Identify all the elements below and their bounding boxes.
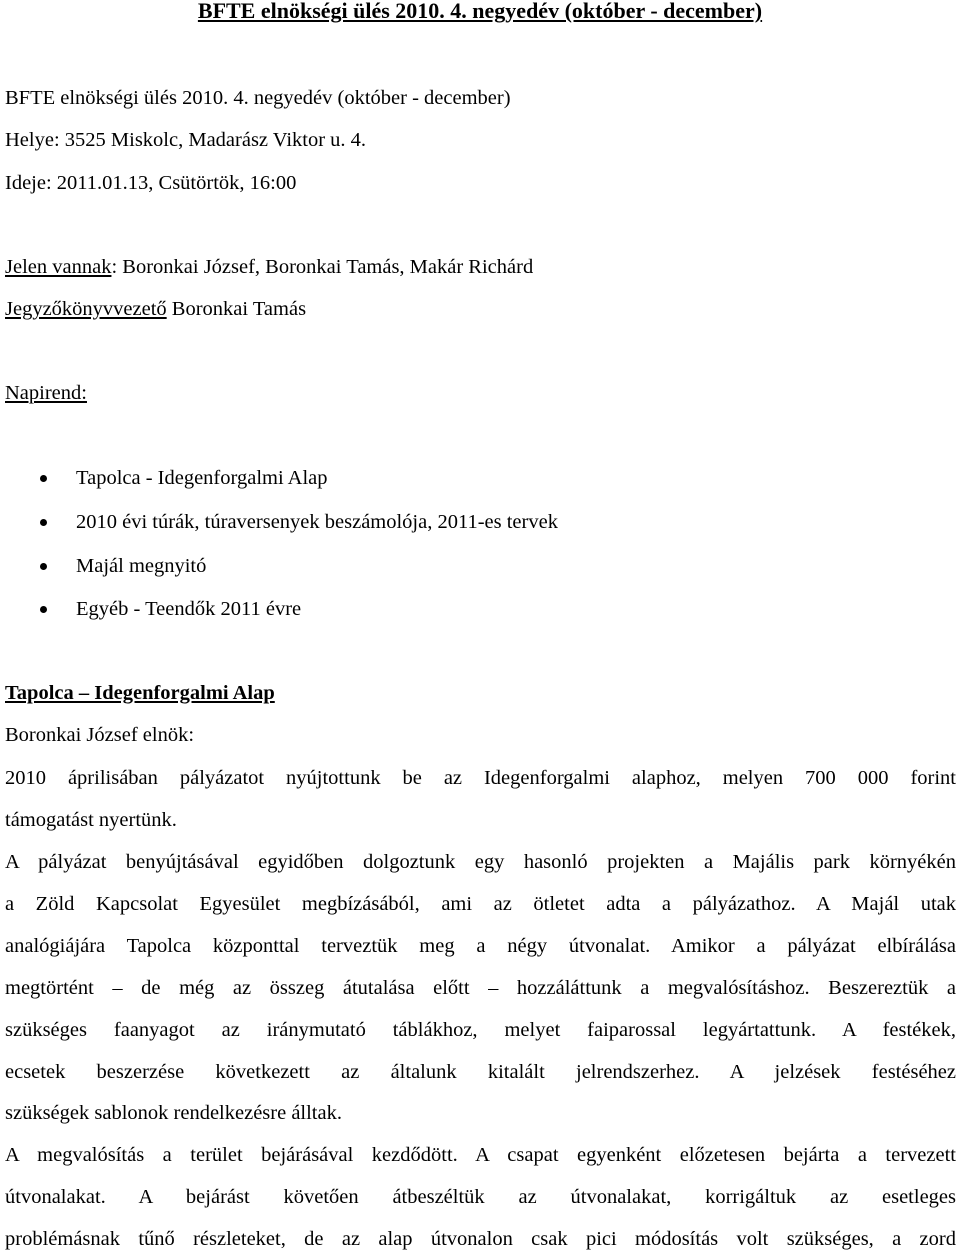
- document-title: BFTE elnökségi ülés 2010. 4. negyedév (október - december): [197, 0, 763, 23]
- agenda-item-text: 2010 évi túrák, túraversenyek beszámolója, 2011-es tervek: [76, 511, 558, 533]
- agenda-item-text: Tapolca - Idegenforgalmi Alap: [76, 467, 328, 489]
- paragraph-line: a Zöld Kapcsolat Egyesület megbízásából, ami az ötletet adta a pályázathoz. A Majál utak: [5, 893, 956, 915]
- bullet-icon: [40, 519, 47, 526]
- recorder-label: Jegyzőkönyvvezető: [5, 298, 167, 320]
- speaker-line: Boronkai József elnök:: [5, 724, 195, 746]
- paragraph-line: problémásnak tűnő részleteket, de az alap útvonalon csak pici módosítás volt szükséges, a zord: [5, 1228, 956, 1250]
- date-line: Ideje: 2011.01.13, Csütörtök, 16:00: [5, 172, 297, 194]
- paragraph-line: támogatást nyertünk.: [5, 809, 177, 831]
- paragraph-line: 2010 áprilisában pályázatot nyújtottunk be az Idegenforgalmi alaphoz, melyen 700 000 forint: [5, 767, 956, 789]
- bullet-icon: [40, 606, 47, 613]
- agenda-item-text: Egyéb - Teendők 2011 évre: [76, 598, 302, 620]
- paragraph-line: útvonalakat. A bejárást követően átbeszéltük az útvonalakat, korrigáltuk az esetleges: [5, 1186, 956, 1208]
- recorder-value: Boronkai Tamás: [166, 298, 307, 320]
- agenda-item-text: Majál megnyitó: [76, 555, 207, 577]
- section-heading: Tapolca – Idegenforgalmi Alap: [5, 682, 275, 704]
- present-value: : Boronkai József, Boronkai Tamás, Makár Richárd: [111, 256, 534, 278]
- agenda-label: Napirend:: [5, 382, 87, 404]
- present-line: [5, 257, 533, 278]
- bullet-icon: [40, 475, 47, 482]
- paragraph-line: analógiájára Tapolca központtal terveztük meg a négy útvonalat. Amikor a pályázat elbírálása: [5, 935, 956, 957]
- recorder-line: [5, 299, 306, 320]
- present-label: Jelen vannak: [5, 256, 112, 278]
- paragraph-line: szükséges faanyagot az iránymutató táblákhoz, melyet faiparossal legyártattunk. A festékek,: [5, 1019, 956, 1041]
- meeting-line: BFTE elnökségi ülés 2010. 4. negyedév (október - december): [5, 87, 511, 109]
- paragraph-line: ecsetek beszerzése következett az általunk kitalált jelrendszerhez. A jelzések festéséhez: [5, 1061, 956, 1083]
- location-line: Helye: 3525 Miskolc, Madarász Viktor u. 4.: [5, 129, 367, 151]
- bullet-icon: [40, 563, 47, 570]
- paragraph-line: A megvalósítás a terület bejárásával kezdődött. A csapat egyenként előzetesen bejárta a tervezett: [5, 1144, 956, 1166]
- paragraph-line: szükségek sablonok rendelkezésre álltak.: [5, 1102, 342, 1124]
- paragraph-line: A pályázat benyújtásával egyidőben dolgoztunk egy hasonló projekten a Majális park környékén: [5, 851, 956, 873]
- paragraph-line: megtörtént – de még az összeg átutalása előtt – hozzáláttunk a megvalósításhoz. Beszereztük a: [5, 977, 956, 999]
